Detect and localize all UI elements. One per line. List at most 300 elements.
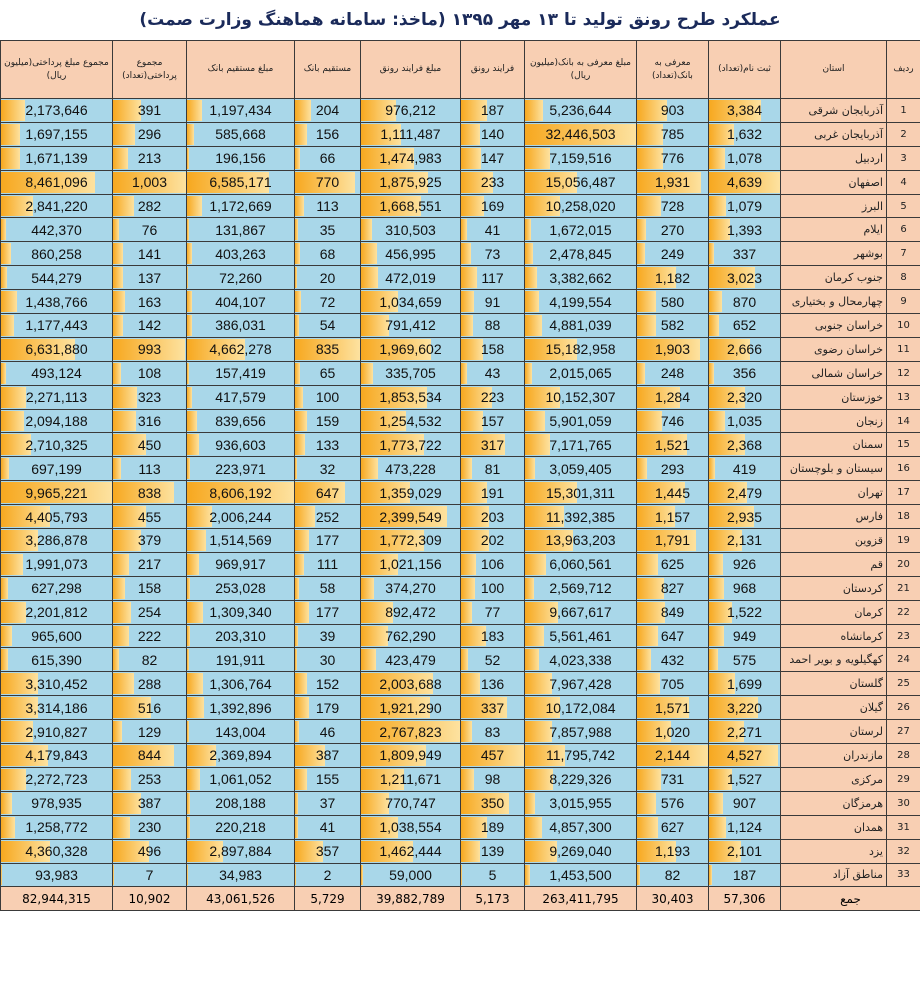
cell-value: 3,286,878 [25, 532, 88, 549]
cell-referral-amount [525, 170, 637, 194]
cell-ronagh-amount [361, 672, 461, 696]
cell-ronagh-process [461, 815, 525, 839]
header-row [1, 41, 920, 99]
cell-ronagh-amount [361, 767, 461, 791]
cell-direct-bank [295, 672, 361, 696]
cell-referral-amount [525, 815, 637, 839]
cell-value: 7,967,428 [549, 675, 612, 692]
cell-value: 113 [316, 198, 339, 214]
cell-registrations [709, 290, 781, 314]
cell-row-number: 19 [887, 529, 920, 553]
cell-direct-bank-amount [187, 194, 295, 218]
cell-value: 337 [480, 699, 505, 716]
table-row [1, 314, 920, 338]
cell-ronagh-process [461, 337, 525, 361]
col-header-direct-bank-amount: مبلغ مستقیم بانک [187, 41, 295, 99]
cell-total-paid-count [113, 457, 187, 481]
cell-row-number: 10 [887, 314, 920, 338]
col-header-total-paid-count: مجموع پرداختی(تعداد) [113, 41, 187, 99]
cell-value: 4,360,328 [25, 843, 88, 860]
cell-value: 213 [137, 150, 162, 167]
cell-value: 357 [315, 843, 340, 860]
cell-value: 88 [484, 317, 501, 334]
cell-value: 455 [137, 508, 162, 525]
cell-value: 223 [480, 389, 505, 406]
cell-direct-bank-amount [187, 552, 295, 576]
cell-bank-referrals [637, 361, 709, 385]
cell-ronagh-amount [361, 839, 461, 863]
cell-value: 2,015,065 [549, 365, 612, 382]
cell-ronagh-amount [361, 385, 461, 409]
total-registrations: 57,306 [709, 887, 781, 911]
cell-value: 2,369,894 [209, 747, 272, 764]
cell-row-number: 21 [887, 576, 920, 600]
cell-direct-bank-amount [187, 242, 295, 266]
cell-registrations [709, 576, 781, 600]
cell-value: 177 [315, 532, 340, 549]
cell-value: 2,479 [726, 484, 763, 501]
cell-value: 3,059,405 [549, 460, 612, 477]
cell-value: 34,983 [219, 866, 262, 883]
cell-referral-amount [525, 839, 637, 863]
cell-value: 140 [480, 126, 505, 143]
cell-total-paid-count [113, 337, 187, 361]
cell-ronagh-process [461, 505, 525, 529]
cell-value: 926 [732, 556, 757, 573]
cell-registrations [709, 481, 781, 505]
total-total-paid-amount: 82,944,315 [1, 887, 113, 911]
table-row [1, 505, 920, 529]
cell-direct-bank [295, 576, 361, 600]
cell-value: 1,177,443 [25, 317, 88, 334]
cell-province: یزد [781, 839, 887, 863]
cell-value: 949 [732, 628, 757, 645]
cell-registrations [709, 99, 781, 123]
cell-direct-bank [295, 457, 361, 481]
cell-total-paid-count [113, 290, 187, 314]
cell-bank-referrals [637, 552, 709, 576]
cell-total-paid-amount [1, 385, 113, 409]
cell-value: 293 [660, 460, 685, 477]
cell-total-paid-amount [1, 122, 113, 146]
cell-value: 770,747 [385, 795, 436, 812]
cell-value: 1,306,764 [209, 675, 272, 692]
cell-value: 10,172,084 [545, 699, 616, 716]
cell-value: 697,199 [31, 460, 82, 477]
col-header-ronagh-amount: مبلغ فرایند رونق [361, 41, 461, 99]
cell-value: 849 [660, 604, 685, 621]
cell-value: 1,254,532 [379, 413, 442, 430]
cell-bank-referrals [637, 266, 709, 290]
cell-row-number: 4 [887, 170, 920, 194]
cell-ronagh-amount [361, 815, 461, 839]
cell-direct-bank [295, 529, 361, 553]
cell-value: 15,056,487 [545, 174, 616, 191]
cell-value: 1,284 [654, 389, 691, 406]
table-body [1, 99, 920, 911]
cell-row-number: 9 [887, 290, 920, 314]
cell-ronagh-amount [361, 624, 461, 648]
cell-value: 419 [732, 460, 757, 477]
cell-referral-amount [525, 552, 637, 576]
cell-value: 32 [319, 460, 336, 477]
total-direct-bank: 5,729 [295, 887, 361, 911]
cell-value: 5,561,461 [549, 628, 612, 645]
cell-bank-referrals [637, 218, 709, 242]
cell-value: 2,935 [726, 508, 763, 525]
cell-value: 457 [480, 747, 505, 764]
cell-value: 1,157 [654, 508, 691, 525]
cell-value: 7,171,765 [549, 436, 612, 453]
cell-ronagh-amount [361, 146, 461, 170]
cell-value: 5,901,059 [549, 413, 612, 430]
cell-value: 1,035 [726, 413, 763, 430]
cell-value: 310,503 [385, 221, 436, 238]
cell-direct-bank [295, 481, 361, 505]
cell-direct-bank-amount [187, 529, 295, 553]
cell-value: 6,631,880 [25, 341, 88, 358]
cell-value: 1,309,340 [209, 604, 272, 621]
cell-bank-referrals [637, 385, 709, 409]
table-row [1, 696, 920, 720]
cell-direct-bank-amount [187, 481, 295, 505]
cell-referral-amount [525, 672, 637, 696]
cell-bank-referrals [637, 433, 709, 457]
cell-province: جنوب کرمان [781, 266, 887, 290]
cell-bank-referrals [637, 600, 709, 624]
cell-value: 391 [137, 102, 162, 119]
cell-value: 647 [315, 484, 340, 501]
cell-value: 978,935 [31, 795, 82, 812]
cell-referral-amount [525, 361, 637, 385]
cell-value: 1,773,722 [379, 436, 442, 453]
cell-value: 3,382,662 [549, 269, 612, 286]
cell-registrations [709, 242, 781, 266]
cell-value: 1,809,949 [379, 747, 442, 764]
cell-value: 1,668,551 [379, 198, 442, 214]
cell-value: 1,003 [131, 174, 168, 191]
table-row [1, 839, 920, 863]
cell-province: قزوین [781, 529, 887, 553]
cell-province: کرمانشاه [781, 624, 887, 648]
cell-total-paid-amount [1, 815, 113, 839]
cell-total-paid-count [113, 505, 187, 529]
cell-ronagh-amount [361, 696, 461, 720]
cell-value: 2,767,823 [379, 723, 442, 740]
cell-total-paid-count [113, 218, 187, 242]
cell-value: 776 [660, 150, 685, 167]
cell-direct-bank [295, 720, 361, 744]
cell-value: 2,368 [726, 436, 763, 453]
cell-registrations [709, 194, 781, 218]
cell-value: 575 [732, 651, 757, 668]
cell-row-number: 5 [887, 194, 920, 218]
cell-direct-bank-amount [187, 696, 295, 720]
table-row [1, 815, 920, 839]
cell-value: 2,101 [726, 843, 763, 860]
cell-value: 450 [137, 436, 162, 453]
cell-ronagh-amount [361, 122, 461, 146]
cell-value: 1,931 [654, 174, 691, 191]
table-row [1, 218, 920, 242]
cell-row-number: 25 [887, 672, 920, 696]
cell-direct-bank-amount [187, 314, 295, 338]
cell-referral-amount [525, 863, 637, 887]
cell-value: 233 [480, 174, 505, 191]
cell-value: 1,020 [654, 723, 691, 740]
cell-referral-amount [525, 314, 637, 338]
cell-value: 2,131 [726, 532, 763, 549]
cell-direct-bank [295, 290, 361, 314]
table-row [1, 457, 920, 481]
cell-value: 3,314,186 [25, 699, 88, 716]
cell-ronagh-process [461, 529, 525, 553]
cell-referral-amount [525, 767, 637, 791]
cell-value: 35 [319, 221, 336, 238]
cell-value: 93,983 [35, 866, 78, 883]
cell-value: 496 [137, 843, 162, 860]
cell-value: 1,571 [654, 699, 691, 716]
table-row [1, 552, 920, 576]
cell-total-paid-count [113, 146, 187, 170]
cell-value: 253 [137, 771, 162, 788]
cell-value: 7,159,516 [549, 150, 612, 167]
cell-value: 72,260 [219, 269, 262, 286]
cell-value: 1,193 [654, 843, 691, 860]
cell-value: 473,228 [385, 460, 436, 477]
cell-value: 13,963,203 [545, 532, 616, 549]
cell-ronagh-amount [361, 337, 461, 361]
cell-value: 9,965,221 [25, 484, 88, 501]
cell-value: 52 [484, 651, 501, 668]
cell-referral-amount [525, 696, 637, 720]
cell-ronagh-amount [361, 457, 461, 481]
cell-bank-referrals [637, 409, 709, 433]
cell-ronagh-process [461, 839, 525, 863]
cell-value: 2,272,723 [25, 771, 88, 788]
cell-value: 576 [660, 795, 685, 812]
cell-value: 404,107 [215, 293, 266, 310]
cell-total-paid-amount [1, 337, 113, 361]
cell-bank-referrals [637, 242, 709, 266]
cell-value: 65 [319, 365, 336, 382]
cell-registrations [709, 696, 781, 720]
cell-value: 223,971 [215, 460, 266, 477]
cell-value: 9,269,040 [549, 843, 612, 860]
cell-total-paid-amount [1, 194, 113, 218]
cell-bank-referrals [637, 99, 709, 123]
cell-total-paid-count [113, 791, 187, 815]
cell-value: 731 [660, 771, 685, 788]
col-header-bank-referrals: معرفی به بانک(تعداد) [637, 41, 709, 99]
cell-bank-referrals [637, 290, 709, 314]
cell-total-paid-count [113, 576, 187, 600]
cell-ronagh-process [461, 266, 525, 290]
cell-direct-bank [295, 122, 361, 146]
cell-ronagh-amount [361, 433, 461, 457]
total-referral-amount: 263,411,795 [525, 887, 637, 911]
cell-value: 141 [137, 245, 162, 262]
cell-registrations [709, 409, 781, 433]
table-row [1, 672, 920, 696]
cell-value: 4,881,039 [549, 317, 612, 334]
cell-direct-bank-amount [187, 815, 295, 839]
cell-value: 423,479 [385, 651, 436, 668]
cell-row-number: 6 [887, 218, 920, 242]
col-header-total-paid-amount: مجموع مبلغ پرداختی(میلیون ریال) [1, 41, 113, 99]
cell-ronagh-amount [361, 314, 461, 338]
cell-value: 113 [138, 460, 161, 477]
cell-row-number: 16 [887, 457, 920, 481]
cell-value: 177 [315, 604, 340, 621]
cell-referral-amount [525, 122, 637, 146]
cell-row-number: 20 [887, 552, 920, 576]
cell-value: 627,298 [31, 580, 82, 597]
cell-value: 2 [323, 866, 332, 883]
cell-value: 3,310,452 [25, 675, 88, 692]
cell-ronagh-process [461, 194, 525, 218]
cell-direct-bank [295, 194, 361, 218]
cell-total-paid-count [113, 481, 187, 505]
cell-ronagh-process [461, 744, 525, 768]
cell-row-number: 12 [887, 361, 920, 385]
cell-row-number: 3 [887, 146, 920, 170]
cell-value: 183 [480, 628, 505, 645]
cell-direct-bank [295, 433, 361, 457]
cell-value: 4,857,300 [549, 819, 612, 836]
cell-value: 220,218 [215, 819, 266, 836]
cell-ronagh-amount [361, 409, 461, 433]
cell-ronagh-amount [361, 744, 461, 768]
cell-value: 892,472 [385, 604, 436, 621]
cell-value: 2,201,812 [25, 604, 88, 621]
cell-bank-referrals [637, 170, 709, 194]
cell-registrations [709, 767, 781, 791]
cell-referral-amount [525, 791, 637, 815]
cell-total-paid-amount [1, 433, 113, 457]
cell-province: خراسان رضوی [781, 337, 887, 361]
cell-ronagh-amount [361, 290, 461, 314]
cell-total-paid-amount [1, 170, 113, 194]
cell-value: 143,004 [215, 723, 266, 740]
cell-value: 59,000 [389, 866, 432, 883]
cell-value: 965,600 [31, 628, 82, 645]
cell-value: 191 [480, 484, 505, 501]
cell-value: 156 [315, 126, 340, 143]
cell-direct-bank-amount [187, 385, 295, 409]
cell-referral-amount [525, 146, 637, 170]
cell-total-paid-amount [1, 505, 113, 529]
table-row [1, 266, 920, 290]
cell-row-number: 15 [887, 433, 920, 457]
cell-total-paid-count [113, 863, 187, 887]
cell-value: 147 [480, 150, 505, 167]
cell-province: اردبیل [781, 146, 887, 170]
cell-direct-bank-amount [187, 290, 295, 314]
cell-direct-bank [295, 409, 361, 433]
cell-province: خراسان شمالی [781, 361, 887, 385]
cell-direct-bank [295, 863, 361, 887]
cell-ronagh-amount [361, 648, 461, 672]
cell-referral-amount [525, 576, 637, 600]
cell-bank-referrals [637, 194, 709, 218]
cell-row-number: 33 [887, 863, 920, 887]
cell-value: 1,258,772 [25, 819, 88, 836]
cell-value: 9,667,617 [549, 604, 612, 621]
cell-value: 142 [137, 317, 162, 334]
cell-value: 993 [137, 341, 162, 358]
cell-total-paid-amount [1, 409, 113, 433]
cell-value: 111 [316, 556, 339, 573]
cell-value: 20 [319, 269, 336, 286]
cell-direct-bank [295, 839, 361, 863]
table-row [1, 170, 920, 194]
cell-value: 1,453,500 [549, 866, 612, 883]
cell-bank-referrals [637, 314, 709, 338]
cell-direct-bank [295, 170, 361, 194]
cell-value: 844 [137, 747, 162, 764]
cell-row-number: 13 [887, 385, 920, 409]
cell-referral-amount [525, 624, 637, 648]
cell-ronagh-process [461, 600, 525, 624]
cell-ronagh-amount [361, 170, 461, 194]
cell-value: 544,279 [31, 269, 82, 286]
cell-referral-amount [525, 337, 637, 361]
cell-value: 3,384 [726, 102, 763, 119]
cell-value: 76 [141, 221, 158, 238]
cell-total-paid-count [113, 194, 187, 218]
cell-ronagh-process [461, 552, 525, 576]
cell-direct-bank-amount [187, 744, 295, 768]
cell-value: 335,705 [385, 365, 436, 382]
cell-total-paid-count [113, 600, 187, 624]
cell-value: 2,271 [726, 723, 763, 740]
cell-value: 152 [315, 675, 340, 692]
cell-value: 46 [319, 723, 336, 740]
cell-value: 1,359,029 [379, 484, 442, 501]
cell-row-number: 8 [887, 266, 920, 290]
cell-value: 838 [137, 484, 162, 501]
cell-province: خوزستان [781, 385, 887, 409]
cell-ronagh-amount [361, 194, 461, 218]
cell-value: 270 [660, 221, 685, 238]
cell-direct-bank-amount [187, 648, 295, 672]
cell-total-paid-amount [1, 863, 113, 887]
cell-value: 2,569,712 [549, 580, 612, 597]
cell-value: 839,656 [215, 413, 266, 430]
cell-value: 432 [660, 651, 685, 668]
table-row [1, 122, 920, 146]
cell-value: 1,853,534 [379, 389, 442, 406]
cell-registrations [709, 624, 781, 648]
cell-value: 2,910,827 [25, 723, 88, 740]
cell-value: 10,152,307 [545, 389, 616, 406]
table-row [1, 863, 920, 887]
cell-value: 54 [319, 317, 336, 334]
cell-bank-referrals [637, 839, 709, 863]
cell-value: 1,697,155 [25, 126, 88, 143]
cell-direct-bank-amount [187, 624, 295, 648]
cell-registrations [709, 672, 781, 696]
cell-direct-bank [295, 266, 361, 290]
cell-value: 41 [319, 819, 336, 836]
cell-value: 5 [488, 866, 497, 883]
cell-total-paid-amount [1, 146, 113, 170]
cell-ronagh-process [461, 481, 525, 505]
cell-value: 386,031 [215, 317, 266, 334]
cell-registrations [709, 266, 781, 290]
table-row [1, 99, 920, 123]
